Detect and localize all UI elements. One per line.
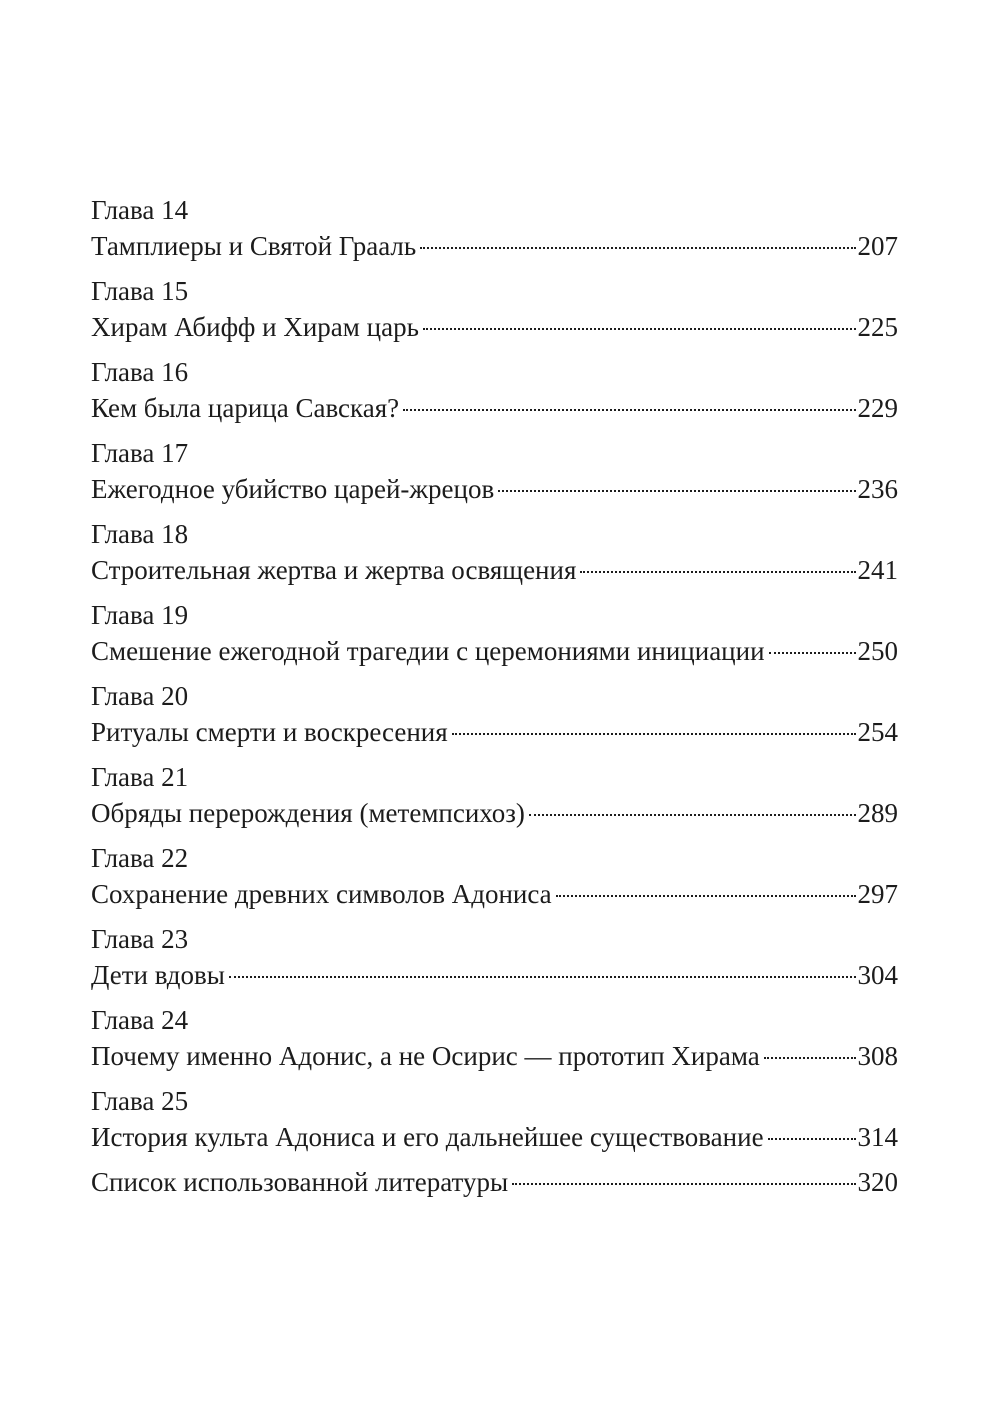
chapter-label: Глава 14	[91, 195, 189, 225]
page-number: 297	[857, 879, 898, 909]
toc-entry-chapter-19	[91, 597, 898, 678]
chapter-label: Глава 15	[91, 276, 189, 306]
bibliography-title: Список использованной литературы	[91, 1167, 509, 1197]
dot-leader	[229, 976, 856, 978]
chapter-title: Строительная жертва и жертва освящения	[91, 555, 577, 585]
dot-leader	[512, 1183, 855, 1185]
toc-entry-chapter-20	[91, 678, 898, 759]
dot-leader	[403, 409, 855, 411]
toc-line[interactable]	[91, 228, 898, 264]
chapter-title: Кем была царица Савская?	[91, 393, 400, 423]
toc-line[interactable]	[91, 714, 898, 750]
toc-entry-chapter-18	[91, 516, 898, 597]
dot-leader	[556, 895, 856, 897]
dot-leader	[420, 247, 855, 249]
toc-entry-chapter-16	[91, 354, 898, 435]
toc-entry-chapter-14	[91, 192, 898, 273]
page-number: 314	[857, 1122, 898, 1152]
chapter-label: Глава 20	[91, 681, 189, 711]
toc-line[interactable]	[91, 957, 898, 993]
dot-leader	[764, 1057, 856, 1059]
dot-leader	[452, 733, 856, 735]
chapter-label: Глава 25	[91, 1086, 189, 1116]
toc-entry-chapter-22	[91, 840, 898, 921]
chapter-title: История культа Адониса и его дальнейшее существование	[91, 1122, 764, 1152]
chapter-label: Глава 22	[91, 843, 189, 873]
toc-entry-chapter-17	[91, 435, 898, 516]
page-number: 304	[857, 960, 898, 990]
dot-leader	[498, 490, 855, 492]
chapter-label: Глава 16	[91, 357, 189, 387]
dot-leader	[423, 328, 856, 330]
dot-leader	[580, 571, 855, 573]
page-number: 320	[857, 1167, 898, 1197]
chapter-title: Ритуалы смерти и воскресения	[91, 717, 448, 747]
page-number: 241	[857, 555, 898, 585]
page-number: 236	[857, 474, 898, 504]
page-number: 229	[857, 393, 898, 423]
dot-leader	[529, 814, 856, 816]
chapter-title: Сохранение древних символов Адониса	[91, 879, 552, 909]
toc-line[interactable]	[91, 1038, 898, 1074]
toc-entry-chapter-24	[91, 1002, 898, 1083]
toc-line[interactable]	[91, 633, 898, 669]
chapter-label: Глава 19	[91, 600, 189, 630]
toc-line[interactable]	[91, 795, 898, 831]
toc-entry-chapter-21	[91, 759, 898, 840]
chapter-label: Глава 18	[91, 519, 189, 549]
toc-entry-chapter-25	[91, 1083, 898, 1164]
chapter-label: Глава 24	[91, 1005, 189, 1035]
chapter-label: Глава 23	[91, 924, 189, 954]
toc-line[interactable]	[91, 552, 898, 588]
page-number: 207	[857, 231, 898, 261]
toc-line[interactable]	[91, 309, 898, 345]
chapter-title: Тамплиеры и Святой Грааль	[91, 231, 417, 261]
toc-line[interactable]	[91, 1119, 898, 1155]
chapter-title: Хирам Абифф и Хирам царь	[91, 312, 419, 342]
chapter-title: Ежегодное убийство царей-жрецов	[91, 474, 495, 504]
toc-line[interactable]	[91, 471, 898, 507]
toc-entry-chapter-15	[91, 273, 898, 354]
page-number: 308	[857, 1041, 898, 1071]
chapter-title: Почему именно Адонис, а не Осирис — прототип Хирама	[91, 1041, 760, 1071]
toc-entry-chapter-23	[91, 921, 898, 1002]
chapter-title: Обряды перерождения (метемпсихоз)	[91, 798, 525, 828]
toc-entry-bibliography[interactable]	[91, 1164, 898, 1200]
chapter-title: Смешение ежегодной трагедии с церемониями инициации	[91, 636, 765, 666]
page-number: 289	[857, 798, 898, 828]
chapter-label: Глава 17	[91, 438, 189, 468]
toc-line[interactable]	[91, 390, 898, 426]
chapter-title: Дети вдовы	[91, 960, 225, 990]
page-number: 250	[857, 636, 898, 666]
toc-line[interactable]	[91, 876, 898, 912]
page-number: 225	[857, 312, 898, 342]
dot-leader	[769, 652, 856, 654]
dot-leader	[768, 1138, 856, 1140]
chapter-label: Глава 21	[91, 762, 189, 792]
page-number: 254	[857, 717, 898, 747]
table-of-contents	[91, 192, 898, 1200]
